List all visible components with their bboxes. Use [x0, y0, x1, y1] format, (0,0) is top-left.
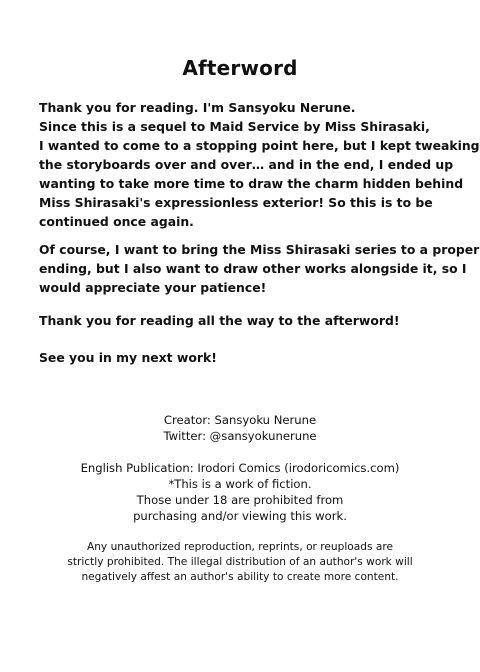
paragraph-1-line-7-rest: once again.: [108, 214, 194, 229]
paragraph-1-line-7: [39, 212, 459, 231]
afterword-paragraph-2: [39, 240, 480, 297]
afterword-paragraph-3: [39, 311, 459, 330]
legal-line-3: negatively affest an author's ability to create more content.: [81, 571, 399, 583]
age-restriction-line-1: Those under 18 are prohibited from: [136, 493, 344, 507]
afterword-paragraph-1: [39, 98, 480, 231]
creator-credits: [0, 412, 480, 444]
legal-notice: [0, 540, 480, 585]
paragraph-2-line-2: ending, but I also want to draw other works alongside it, so I: [39, 261, 467, 276]
paragraph-1-line-1: Thank you for reading. I'm Sansyoku Nerune.: [39, 100, 356, 115]
publication-line: English Publication: Irodori Comics (irodoricomics.com): [80, 461, 400, 475]
paragraph-1-line-5: wanting to take more time to draw the charm hidden behind: [39, 176, 464, 191]
paragraph-1-line-6: Miss Shirasaki's expressionless exterior! So this is to be: [39, 195, 433, 210]
paragraph-4-line-1: See you in my next work!: [39, 350, 217, 365]
page-title: Afterword: [182, 56, 298, 80]
paragraph-3-line-1: Thank you for reading all the way to the afterword!: [39, 313, 400, 328]
afterword-paragraph-4: [39, 348, 459, 367]
fiction-line: *This is a work of fiction.: [168, 477, 312, 491]
paragraph-1-line-4: the storyboards over and over… and in the end, I ended up: [39, 157, 454, 172]
continued-emphasis: continued: [39, 214, 109, 229]
legal-line-1: Any unauthorized reproduction, reprints, or reuploads are: [86, 541, 394, 553]
paragraph-2-line-1: Of course, I want to bring the Miss Shirasaki series to a proper: [39, 242, 480, 257]
creator-line: Creator: Sansyoku Nerune: [163, 413, 317, 427]
paragraph-2-line-3: would appreciate your patience!: [39, 280, 267, 295]
paragraph-1-line-3: I wanted to come to a stopping point here, but I kept tweaking: [39, 138, 480, 153]
twitter-line: Twitter: @sansyokunerune: [163, 429, 317, 443]
age-restriction-line-2: purchasing and/or viewing this work.: [133, 509, 347, 523]
publication-credits: [0, 460, 480, 524]
paragraph-1-line-2: Since this is a sequel to Maid Service by Miss Shirasaki,: [39, 119, 430, 134]
legal-line-2: strictly prohibited. The illegal distribution of an author's work will: [67, 556, 413, 568]
